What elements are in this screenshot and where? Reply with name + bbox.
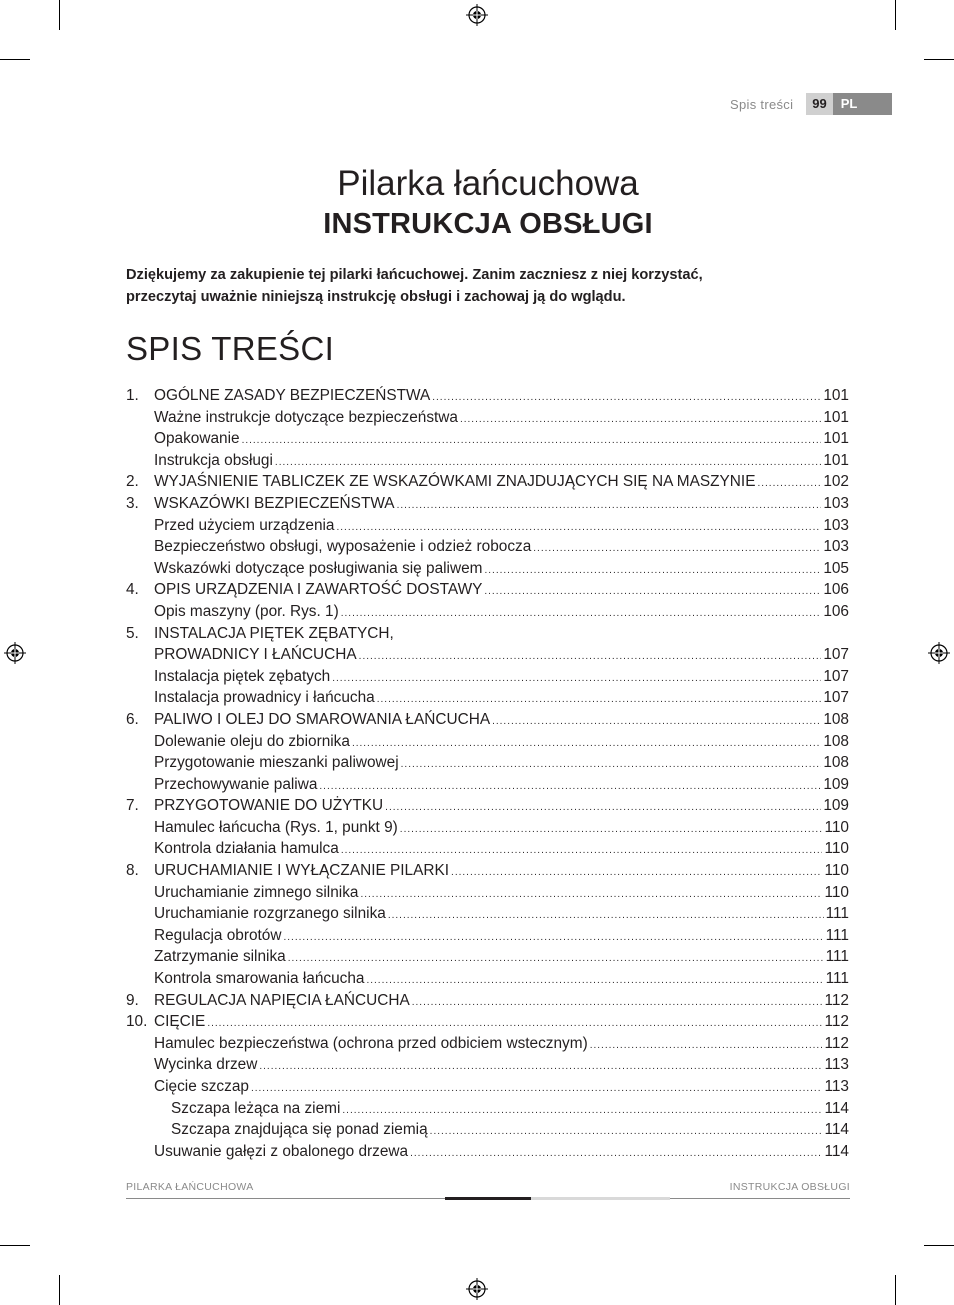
toc-dot-leader bbox=[341, 608, 822, 619]
toc-entry-title: WYJAŚNIENIE TABLICZEK ZE WSKAZÓWKAMI ZNAJDUJĄCYCH SIĘ NA MASZYNIE bbox=[154, 473, 756, 491]
toc-dot-leader bbox=[757, 478, 821, 489]
toc-dot-leader bbox=[288, 953, 824, 964]
toc-entry-title: Uruchamianie zimnego silnika bbox=[154, 883, 359, 901]
toc-entry-title: Hamulec bezpieczeństwa (ochrona przed odbiciem wstecznym) bbox=[154, 1034, 588, 1052]
toc-dot-leader bbox=[590, 1040, 823, 1051]
crop-mark bbox=[924, 59, 954, 60]
toc-dot-leader bbox=[359, 651, 822, 662]
crop-mark bbox=[59, 1275, 60, 1305]
toc-entry-page: 113 bbox=[824, 1056, 849, 1074]
toc-dot-leader bbox=[460, 414, 821, 425]
toc-entry[interactable] bbox=[126, 1100, 849, 1122]
toc-entry[interactable] bbox=[126, 840, 849, 862]
toc-entry-page: 108 bbox=[823, 754, 849, 772]
toc-entry[interactable] bbox=[126, 409, 849, 431]
toc-entry-title: Ważne instrukcje dotyczące bezpieczeństwa bbox=[154, 408, 458, 426]
toc-entry-title: Szczapa leżąca na ziemi bbox=[171, 1099, 341, 1117]
table-of-contents bbox=[126, 387, 849, 1164]
toc-dot-leader bbox=[342, 1105, 822, 1116]
toc-entry-page: 110 bbox=[824, 862, 849, 880]
toc-entry[interactable] bbox=[126, 625, 849, 647]
toc-entry[interactable] bbox=[126, 452, 849, 474]
toc-dot-leader bbox=[432, 392, 821, 403]
toc-entry-page: 107 bbox=[823, 667, 849, 685]
registration-mark-icon bbox=[466, 1278, 488, 1300]
document-title: Pilarka łańcuchowa bbox=[337, 164, 639, 203]
toc-entry-page: 106 bbox=[823, 581, 849, 599]
toc-entry[interactable] bbox=[126, 1121, 849, 1143]
toc-entry-page: 111 bbox=[825, 926, 849, 944]
header-language-badge: PL bbox=[833, 93, 892, 115]
toc-entry-page: 110 bbox=[824, 883, 849, 901]
toc-entry-page: 101 bbox=[823, 387, 849, 404]
toc-dot-leader bbox=[332, 673, 821, 684]
toc-entry-page: 101 bbox=[823, 451, 849, 469]
toc-entry[interactable] bbox=[126, 646, 849, 668]
toc-entry[interactable] bbox=[126, 473, 849, 495]
footer-right-text: INSTRUKCJA OBSŁUGI bbox=[729, 1181, 850, 1193]
footer-left-text: PILARKA ŁAŃCUCHOWA bbox=[126, 1181, 254, 1193]
toc-dot-leader bbox=[410, 1148, 822, 1159]
toc-entry[interactable] bbox=[126, 733, 849, 755]
toc-entry-title: OGÓLNE ZASADY BEZPIECZEŃSTWA bbox=[154, 387, 431, 404]
toc-dot-leader bbox=[492, 716, 821, 727]
toc-entry-title: Opakowanie bbox=[154, 430, 240, 448]
toc-entry-page: 111 bbox=[825, 948, 849, 966]
toc-entry-page: 109 bbox=[823, 775, 849, 793]
toc-entry-page: 103 bbox=[823, 538, 849, 556]
toc-entry-title: Wycinka drzew bbox=[154, 1056, 258, 1074]
toc-entry-title: Instalacja prowadnicy i łańcucha bbox=[154, 689, 375, 707]
toc-entry-page: 106 bbox=[823, 602, 849, 620]
toc-entry-title: Regulacja obrotów bbox=[154, 926, 282, 944]
toc-entry[interactable] bbox=[126, 884, 849, 906]
toc-entry-title: Hamulec łańcucha (Rys. 1, punkt 9) bbox=[154, 818, 398, 836]
toc-entry[interactable] bbox=[126, 603, 849, 625]
toc-entry-page: 111 bbox=[825, 970, 849, 988]
toc-entry-title: Instrukcja obsługi bbox=[154, 451, 273, 469]
footer-accent-bar bbox=[445, 1197, 531, 1200]
toc-entry-page: 101 bbox=[823, 408, 849, 426]
toc-dot-leader bbox=[259, 1061, 822, 1072]
toc-entry-title: CIĘCIE bbox=[154, 1013, 206, 1031]
toc-entry[interactable] bbox=[126, 754, 849, 776]
registration-mark-icon bbox=[466, 4, 488, 26]
toc-entry-number: 1. bbox=[126, 387, 139, 404]
toc-entry-title: Uruchamianie rozgrzanego silnika bbox=[154, 905, 386, 923]
toc-entry-title: INSTALACJA PIĘTEK ZĘBATYCH, bbox=[154, 624, 394, 642]
toc-entry[interactable] bbox=[126, 992, 849, 1014]
toc-dot-leader bbox=[275, 457, 821, 468]
toc-entry[interactable] bbox=[126, 1143, 849, 1165]
toc-entry-page: 103 bbox=[823, 494, 849, 512]
toc-entry-page: 114 bbox=[824, 1142, 849, 1160]
toc-entry-title: Opis maszyny (por. Rys. 1) bbox=[154, 602, 339, 620]
toc-entry-title: Przygotowanie mieszanki paliwowej bbox=[154, 754, 399, 772]
toc-heading: SPIS TREŚCI bbox=[126, 330, 335, 367]
toc-dot-leader bbox=[319, 781, 821, 792]
toc-entry-page: 108 bbox=[823, 710, 849, 728]
toc-entry-title: Kontrola smarowania łańcucha bbox=[154, 970, 365, 988]
toc-dot-leader bbox=[337, 522, 822, 533]
toc-entry[interactable] bbox=[126, 387, 849, 409]
toc-entry-page: 113 bbox=[824, 1078, 849, 1095]
intro-line: przeczytaj uważnie niniejszą instrukcję obsługi i zachowaj ją do wglądu. bbox=[126, 289, 626, 305]
toc-entry-page: 105 bbox=[823, 559, 849, 577]
toc-dot-leader bbox=[484, 565, 821, 576]
toc-entry-page: 112 bbox=[824, 1013, 849, 1031]
toc-dot-leader bbox=[533, 543, 821, 554]
toc-entry-number: 8. bbox=[126, 862, 139, 880]
toc-entry[interactable] bbox=[126, 430, 849, 452]
toc-entry-page: 108 bbox=[823, 732, 849, 750]
toc-entry[interactable] bbox=[126, 776, 849, 798]
toc-dot-leader bbox=[388, 910, 824, 921]
toc-entry-number: 4. bbox=[126, 581, 139, 599]
toc-entry-title: REGULACJA NAPIĘCIA ŁAŃCUCHA bbox=[154, 991, 410, 1009]
toc-dot-leader bbox=[377, 694, 822, 705]
toc-entry[interactable] bbox=[126, 970, 849, 992]
toc-dot-leader bbox=[283, 932, 823, 943]
intro-text bbox=[126, 264, 846, 308]
toc-entry-title: Bezpieczeństwo obsługi, wyposażenie i odzież robocza bbox=[154, 538, 532, 556]
toc-entry[interactable] bbox=[126, 581, 849, 603]
toc-entry[interactable] bbox=[126, 797, 849, 819]
header-page-number: 99 bbox=[806, 93, 832, 115]
toc-entry-number: 10. bbox=[126, 1013, 148, 1031]
toc-entry[interactable] bbox=[126, 819, 849, 841]
toc-dot-leader bbox=[207, 1018, 822, 1029]
toc-entry-page: 110 bbox=[824, 840, 849, 858]
toc-entry-page: 114 bbox=[824, 1099, 849, 1117]
toc-entry[interactable] bbox=[126, 927, 849, 949]
toc-dot-leader bbox=[366, 975, 823, 986]
toc-entry[interactable] bbox=[126, 905, 849, 927]
toc-dot-leader bbox=[451, 867, 822, 878]
toc-entry-title: Kontrola działania hamulca bbox=[154, 840, 339, 858]
toc-entry[interactable] bbox=[126, 948, 849, 970]
toc-entry[interactable] bbox=[126, 560, 849, 582]
intro-line: Dziękujemy za zakupienie tej pilarki łańcuchowej. Zanim zaczniesz z niej korzystać, bbox=[126, 267, 703, 283]
toc-entry-title: Dolewanie oleju do zbiornika bbox=[154, 732, 350, 750]
toc-entry-title: Zatrzymanie silnika bbox=[154, 948, 286, 966]
registration-mark-icon bbox=[4, 642, 26, 664]
toc-entry-title: PROWADNICY I ŁAŃCUCHA bbox=[154, 646, 357, 664]
toc-dot-leader bbox=[484, 586, 821, 597]
toc-dot-leader bbox=[400, 824, 823, 835]
toc-entry-page: 109 bbox=[823, 797, 849, 815]
toc-entry-page: 110 bbox=[824, 818, 849, 836]
toc-entry-title: Usuwanie gałęzi z obalonego drzewa bbox=[154, 1142, 409, 1160]
registration-mark-icon bbox=[928, 642, 950, 664]
toc-entry-number: 3. bbox=[126, 494, 139, 512]
toc-dot-leader bbox=[385, 802, 821, 813]
toc-entry-title: URUCHAMIANIE I WYŁĄCZANIE PILARKI bbox=[154, 862, 450, 880]
footer-accent-bar bbox=[531, 1197, 670, 1200]
toc-entry[interactable] bbox=[126, 862, 849, 884]
toc-entry-title: PRZYGOTOWANIE DO UŻYTKU bbox=[154, 797, 384, 815]
toc-entry-number: 6. bbox=[126, 710, 139, 728]
toc-dot-leader bbox=[360, 889, 822, 900]
header-section-title: Spis treści bbox=[730, 96, 794, 112]
crop-mark bbox=[895, 0, 896, 30]
page-header bbox=[730, 93, 892, 115]
crop-mark bbox=[924, 1245, 954, 1246]
toc-entry-page: 112 bbox=[824, 1034, 849, 1052]
toc-entry-page: 107 bbox=[823, 646, 849, 664]
toc-entry[interactable] bbox=[126, 1078, 849, 1100]
crop-mark bbox=[59, 0, 60, 30]
toc-dot-leader bbox=[397, 500, 822, 511]
toc-entry[interactable] bbox=[126, 495, 849, 517]
toc-entry-number: 5. bbox=[126, 624, 139, 642]
toc-entry-page: 112 bbox=[824, 991, 849, 1009]
toc-entry[interactable] bbox=[126, 1035, 849, 1057]
toc-entry-title: Przechowywanie paliwa bbox=[154, 775, 318, 793]
toc-entry[interactable] bbox=[126, 689, 849, 711]
toc-entry[interactable] bbox=[126, 538, 849, 560]
crop-mark bbox=[895, 1275, 896, 1305]
toc-entry-number: 7. bbox=[126, 797, 139, 815]
crop-mark bbox=[0, 1245, 30, 1246]
toc-dot-leader bbox=[251, 1083, 823, 1094]
toc-entry-title: Wskazówki dotyczące posługiwania się paliwem bbox=[154, 559, 483, 577]
toc-entry[interactable] bbox=[126, 711, 849, 733]
toc-entry-number: 2. bbox=[126, 473, 139, 491]
toc-entry-page: 111 bbox=[825, 905, 849, 923]
toc-dot-leader bbox=[341, 845, 823, 856]
toc-entry[interactable] bbox=[126, 668, 849, 690]
toc-dot-leader bbox=[352, 738, 821, 749]
toc-entry[interactable] bbox=[126, 517, 849, 539]
toc-entry-title: Instalacja piętek zębatych bbox=[154, 667, 331, 685]
document-subtitle: INSTRUKCJA OBSŁUGI bbox=[323, 208, 653, 240]
toc-entry-title: WSKAZÓWKI BEZPIECZEŃSTWA bbox=[154, 494, 395, 512]
toc-dot-leader bbox=[430, 1126, 823, 1137]
toc-dot-leader bbox=[412, 997, 823, 1008]
toc-entry-title: Cięcie szczap bbox=[154, 1078, 249, 1095]
toc-dot-leader bbox=[401, 759, 822, 770]
toc-entry-page: 103 bbox=[823, 516, 849, 534]
toc-entry[interactable] bbox=[126, 1056, 849, 1078]
toc-entry-page: 101 bbox=[823, 430, 849, 448]
toc-entry-page: 102 bbox=[823, 473, 849, 491]
toc-entry-title: Szczapa znajdująca się ponad ziemią bbox=[171, 1121, 428, 1139]
crop-mark bbox=[0, 59, 30, 60]
toc-entry-title: PALIWO I OLEJ DO SMAROWANIA ŁAŃCUCHA bbox=[154, 710, 491, 728]
toc-entry-page: 114 bbox=[824, 1121, 849, 1139]
toc-dot-leader bbox=[242, 435, 822, 446]
toc-entry-title: Przed użyciem urządzenia bbox=[154, 516, 335, 534]
toc-entry-number: 9. bbox=[126, 991, 139, 1009]
toc-entry-title: OPIS URZĄDZENIA I ZAWARTOŚĆ DOSTAWY bbox=[154, 581, 483, 599]
toc-entry[interactable] bbox=[126, 1013, 849, 1035]
toc-entry-page: 107 bbox=[823, 689, 849, 707]
